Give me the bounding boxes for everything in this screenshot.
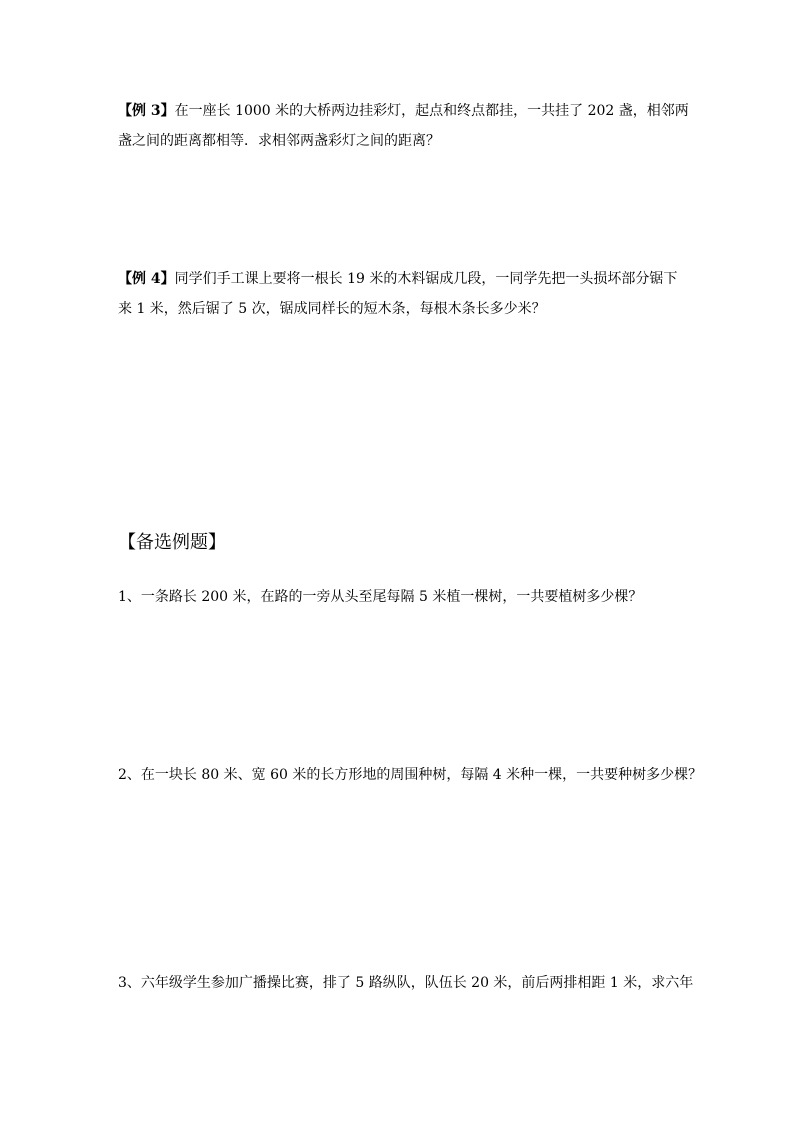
example-3-line-1 xyxy=(118,96,698,126)
example-4-line-1 xyxy=(118,264,698,294)
problem-3 xyxy=(118,968,698,998)
example-4-text-1: 同学们手工课上要将一根长 19 米的木料锯成几段，一同学先把一头损坏部分锯下 xyxy=(174,271,678,287)
example-4-tag: 【例 4】 xyxy=(118,271,175,287)
problem-2 xyxy=(118,760,703,790)
example-4 xyxy=(118,264,698,324)
example-4-line-2: 来 1 米，然后锯了 5 次，锯成同样长的短木条，每根木条长多少米？ xyxy=(118,301,546,317)
example-3 xyxy=(118,96,698,156)
problem-1 xyxy=(118,582,698,612)
section-heading: 【备选例题】 xyxy=(118,532,226,553)
problem-2-text: 2、在一块长 80 米、宽 60 米的长方形地的周围种树，每隔 4 米种一棵，一共要种树多少棵？ xyxy=(118,767,703,783)
problem-1-text: 1、一条路长 200 米，在路的一旁从头至尾每隔 5 米植一棵树，一共要植树多少棵？ xyxy=(118,589,643,605)
problem-3-text: 3、六年级学生参加广播操比赛，排了 5 路纵队，队伍长 20 米，前后两排相距 1 米，求六年 xyxy=(118,975,694,991)
example-3-line-2: 盏之间的距离都相等．求相邻两盏彩灯之间的距离？ xyxy=(118,133,440,149)
example-3-tag: 【例 3】 xyxy=(118,103,175,119)
example-3-text-1: 在一座长 1000 米的大桥两边挂彩灯，起点和终点都挂，一共挂了 202 盏，相邻两 xyxy=(174,103,689,119)
